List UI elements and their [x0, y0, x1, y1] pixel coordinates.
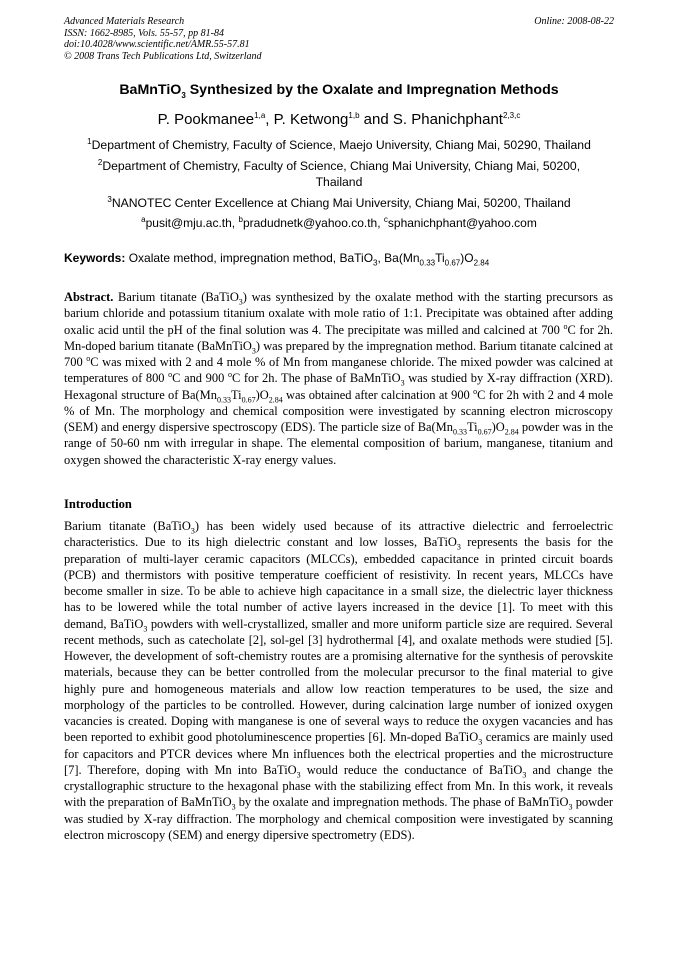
- section-heading-introduction: Introduction: [64, 497, 132, 511]
- email-link-b[interactable]: pradudnetk@yahoo.co.th,: [242, 216, 384, 230]
- journal-name: Advanced Materials Research: [64, 16, 185, 27]
- keywords: Keywords: Oxalate method, impregnation method, BaTiO$_3$, $Ba(Mn_{0.33}Ti_{0.67})O_{2.84}$: [64, 251, 490, 268]
- abstract-paragraph: Abstract. Barium titanate (BaTiO$_3$) was synthesized by the oxalate method with the starting precursors as barium chloride and potassium titanium oxalate with mole ratio of 1:1. Precipitate was obtained after adding oxalic acid until the pH of the final solution was 4. The precipitate was milled and calcined at 700 $^o$C for 2h. Mn-doped barium titanate (BaMnTiO$_3$) was prepared by the impregnation method. Barium titanate calcined at 700 $^o$C was mixed with 2 and 4 mole % of Mn from manganese chloride. The mixed powder was calcined at temperatures of 800 $^o$C and 900 $^o$C for 2h. The phase of BaMnTiO$_3$ was studied by X-ray diffraction (XRD). Hexagonal structure of $Ba(Mn_{0.33}Ti_{0.67})O_{2.84}$ was obtained after calcination at 900 $^o$C for 2h with 2 and 4 mole % of Mn. The morphology and chemical composition were investigated by scanning electron microscopy (SEM) and energy dispersive spectroscopy (EDS). The particle size of $Ba(Mn_{0.33}Ti_{0.67})O_{2.84}$ powder was in the range of 50-60 nm with irregular in shape. The elemental composition of barium, manganese, titanium and oxygen showed the characteristic X-ray energy values.: [64, 290, 614, 467]
- abstract-label: Abstract.: [64, 290, 114, 304]
- email-link-a[interactable]: pusit@mju.ac.th,: [145, 216, 239, 230]
- affiliation-2: $^2$Department of Chemistry, Faculty of Science, Chiang Mai University, Chiang Mai, 50200, Thailand: [97, 157, 581, 189]
- issn-line: ISSN: 1662-8985, Vols. 55-57, pp 81-84: [64, 27, 224, 39]
- paper-title: BaMnTiO$_3$ Synthesized by the Oxalate and Impregnation Methods: [119, 82, 559, 100]
- doi-line: doi:10.4028/www.scientific.net/AMR.55-57.81: [64, 39, 250, 50]
- affiliation-3: $^3$NANOTEC Center Excellence at Chiang Mai University, Chiang Mai, 50200, Thailand: [107, 194, 571, 210]
- online-date: Online: 2008-08-22: [534, 16, 614, 27]
- keywords-label: Keywords:: [64, 251, 126, 265]
- affiliation-1: $^1$Department of Chemistry, Faculty of Science, Maejo University, Chiang Mai, 50290, Thailand: [87, 136, 591, 152]
- author-list: P. Pookmanee$^{1,a}$, P. Ketwong$^{1,b}$ and S. Phanichphant$^{2,3,c}$: [157, 111, 521, 128]
- email-list: $^a$pusit@mju.ac.th, $^b$pradudnetk@yahoo.co.th, $^c$sphanichphant@yahoo.com: [141, 215, 537, 230]
- introduction-paragraph: Barium titanate (BaTiO$_3$) has been widely used because of its attractive dielectric and ferroelectric characteristics. Due to its high dielectric constant and low losses, BaTiO$_3$ represents the basis for the preparation of multi-layer ceramic capacitors (MLCCs), embedded capacitance in printed circuit boards (PCB) and thermistors with positive temperature coefficient of resistivity. In recent years, MLCCs have become smaller in size. To be able to achieve high capacitance in a small size, the dielectric layer thickness has to be lowered while the total number of active layers increased in the device [1]. To meet with this demand, BaTiO$_3$ powders with well-crystallized, smaller and more uniform particle size are required. Several recent methods, such as catecholate [2], sol-gel [3] hydrothermal [4], and oxalate methods were studied [5]. However, the development of soft-chemistry routes are a promising alternative for the synthesis of perovskite materials, because they can be better controlled from the molecular precursor to the final material to give highly pure and homogeneous materials and allow low reaction temperatures to be used, the size and morphology of the particles to be controlled. However, during calcination large number of ionized oxygen vacancies is created. Doping with manganese is one of several ways to reduce the oxygen vacancies and has been reported to exhibit good photoluminescence properties [6]. Mn-doped BaTiO$_3$ ceramics are mainly used for capacitors and PTCR devices where Mn influences both the electrical properties and the microstructure [7]. Therefore, doping with Mn into BaTiO$_3$ would reduce the conductance of BaTiO$_3$ and change the crystallographic structure to the hexagonal phase with the stabilizing effect from Mn. In this work, it reveals with the preparation of BaMnTiO$_3$ by the oxalate and impregnation methods. The phase of BaMnTiO$_3$ powder was studied by X-ray diffraction. The morphology and chemical composition were investigated by scanning electron microscopy (SEM) and energy dipersive spectrometry (EDS).: [64, 519, 614, 842]
- email-link-c[interactable]: sphanichphant@yahoo.com: [387, 216, 537, 230]
- copyright-line: © 2008 Trans Tech Publications Ltd, Switzerland: [64, 50, 262, 62]
- running-header: [64, 16, 614, 62]
